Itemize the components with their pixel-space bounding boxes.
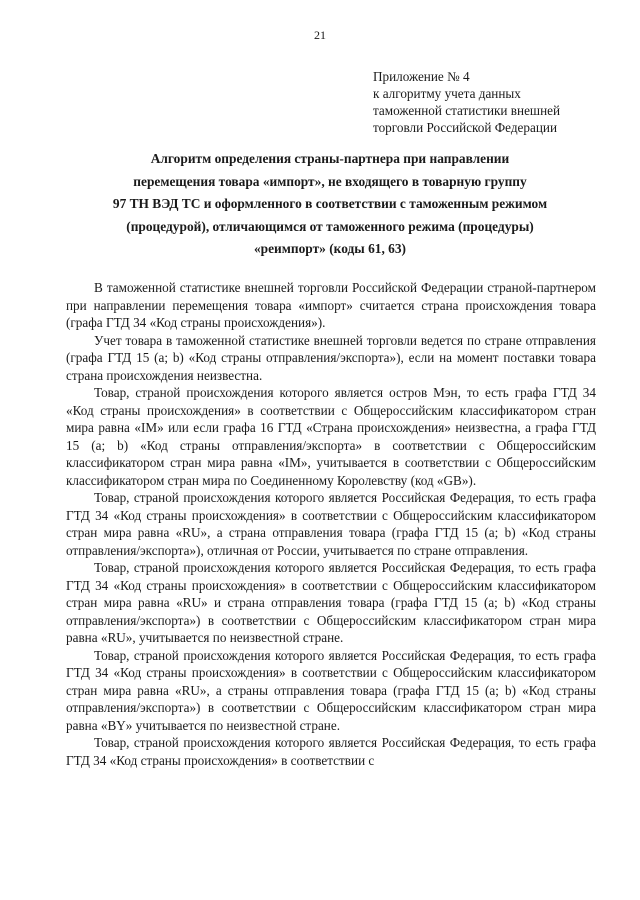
- paragraph: Товар, страной происхождения которого является Российская Федерация, то есть графа ГТД 34 «Код страны происхождения» в соответствии с Общероссийским классификатором стран мира равна «RU» и страна отправления товара (графа ГТД 15 (а; b) «Код страны отправления/экспорта») в соответствии с Общероссийским классификатором стран мира равна «RU», учитывается по неизвестной стране.: [66, 560, 596, 645]
- title-line: (процедурой), отличающимся от таможенного режима (процедуры): [126, 218, 534, 234]
- appendix-line: Приложение № 4: [373, 69, 470, 84]
- page-number: 21: [314, 28, 326, 42]
- title-line: перемещения товара «импорт», не входящего в товарную группу: [133, 173, 527, 189]
- paragraph: В таможенной статистике внешней торговли Российской Федерации страной-партнером при направлении перемещения товара «импорт» считается страна происхождения товара (графа ГТД 34 «Код страны происхождения»).: [66, 280, 596, 330]
- appendix-line: таможенной статистики внешней: [373, 103, 561, 118]
- appendix-line: торговли Российской Федерации: [373, 120, 558, 135]
- appendix-line: к алгоритму учета данных: [373, 86, 521, 101]
- title-line: Алгоритм определения страны-партнера при направлении: [150, 151, 510, 166]
- paragraph: Учет товара в таможенной статистике внешней торговли ведется по стране отправления (графа ГТД 15 (а; b) «Код страны отправления/экспорта»), если на момент поставки товара страна происхождения неизвестна.: [66, 332, 596, 383]
- appendix-header: [373, 68, 613, 136]
- paragraph: Товар, страной происхождения которого является остров Мэн, то есть графа ГТД 34 «Код страны происхождения» в соответствии с Общероссийским классификатором стран мира равна «IM» или если графа 16 ГТД «Страна происхождения» неизвестна, а графа ГТД 15 (а; b) «Код страны отправления/экспорта» в соответствии с Общероссийским классификатором стран мира равна «IM», учитывается в соответствии с Общероссийским классификатором стран мира по Соединенному Королевству (код «GB»).: [66, 385, 596, 488]
- document-body: [66, 279, 596, 769]
- document-title: [70, 148, 590, 261]
- paragraph: Товар, страной происхождения которого является Российская Федерация, то есть графа ГТД 34 «Код страны происхождения» в соответствии с Общероссийским классификатором стран мира равна «RU», а страна отправления товара (графа ГТД 15 (а; b) «Код страны отправления/экспорта»), отличная от России, учитывается по стране отправления.: [66, 490, 596, 558]
- title-line: 97 ТН ВЭД ТС и оформленного в соответствии с таможенным режимом: [112, 196, 548, 212]
- title-line: «реимпорт» (коды 61, 63): [253, 241, 407, 257]
- paragraph: Товар, страной происхождения которого является Российская Федерация, то есть графа ГТД 34 «Код страны происхождения» в соответствии с Общероссийским классификатором стран мира равна «RU», а страны отправления товара (графа ГТД 15 (а; b) «Код страны отправления/экспорта») в соответствии с Общероссийским классификатором стран мира равна «BY» учитывается по неизвестной стране.: [66, 647, 596, 733]
- paragraph: Товар, страной происхождения которого является Российская Федерация, то есть графа ГТД 34 «Код страны происхождения» в соответствии с: [66, 735, 596, 768]
